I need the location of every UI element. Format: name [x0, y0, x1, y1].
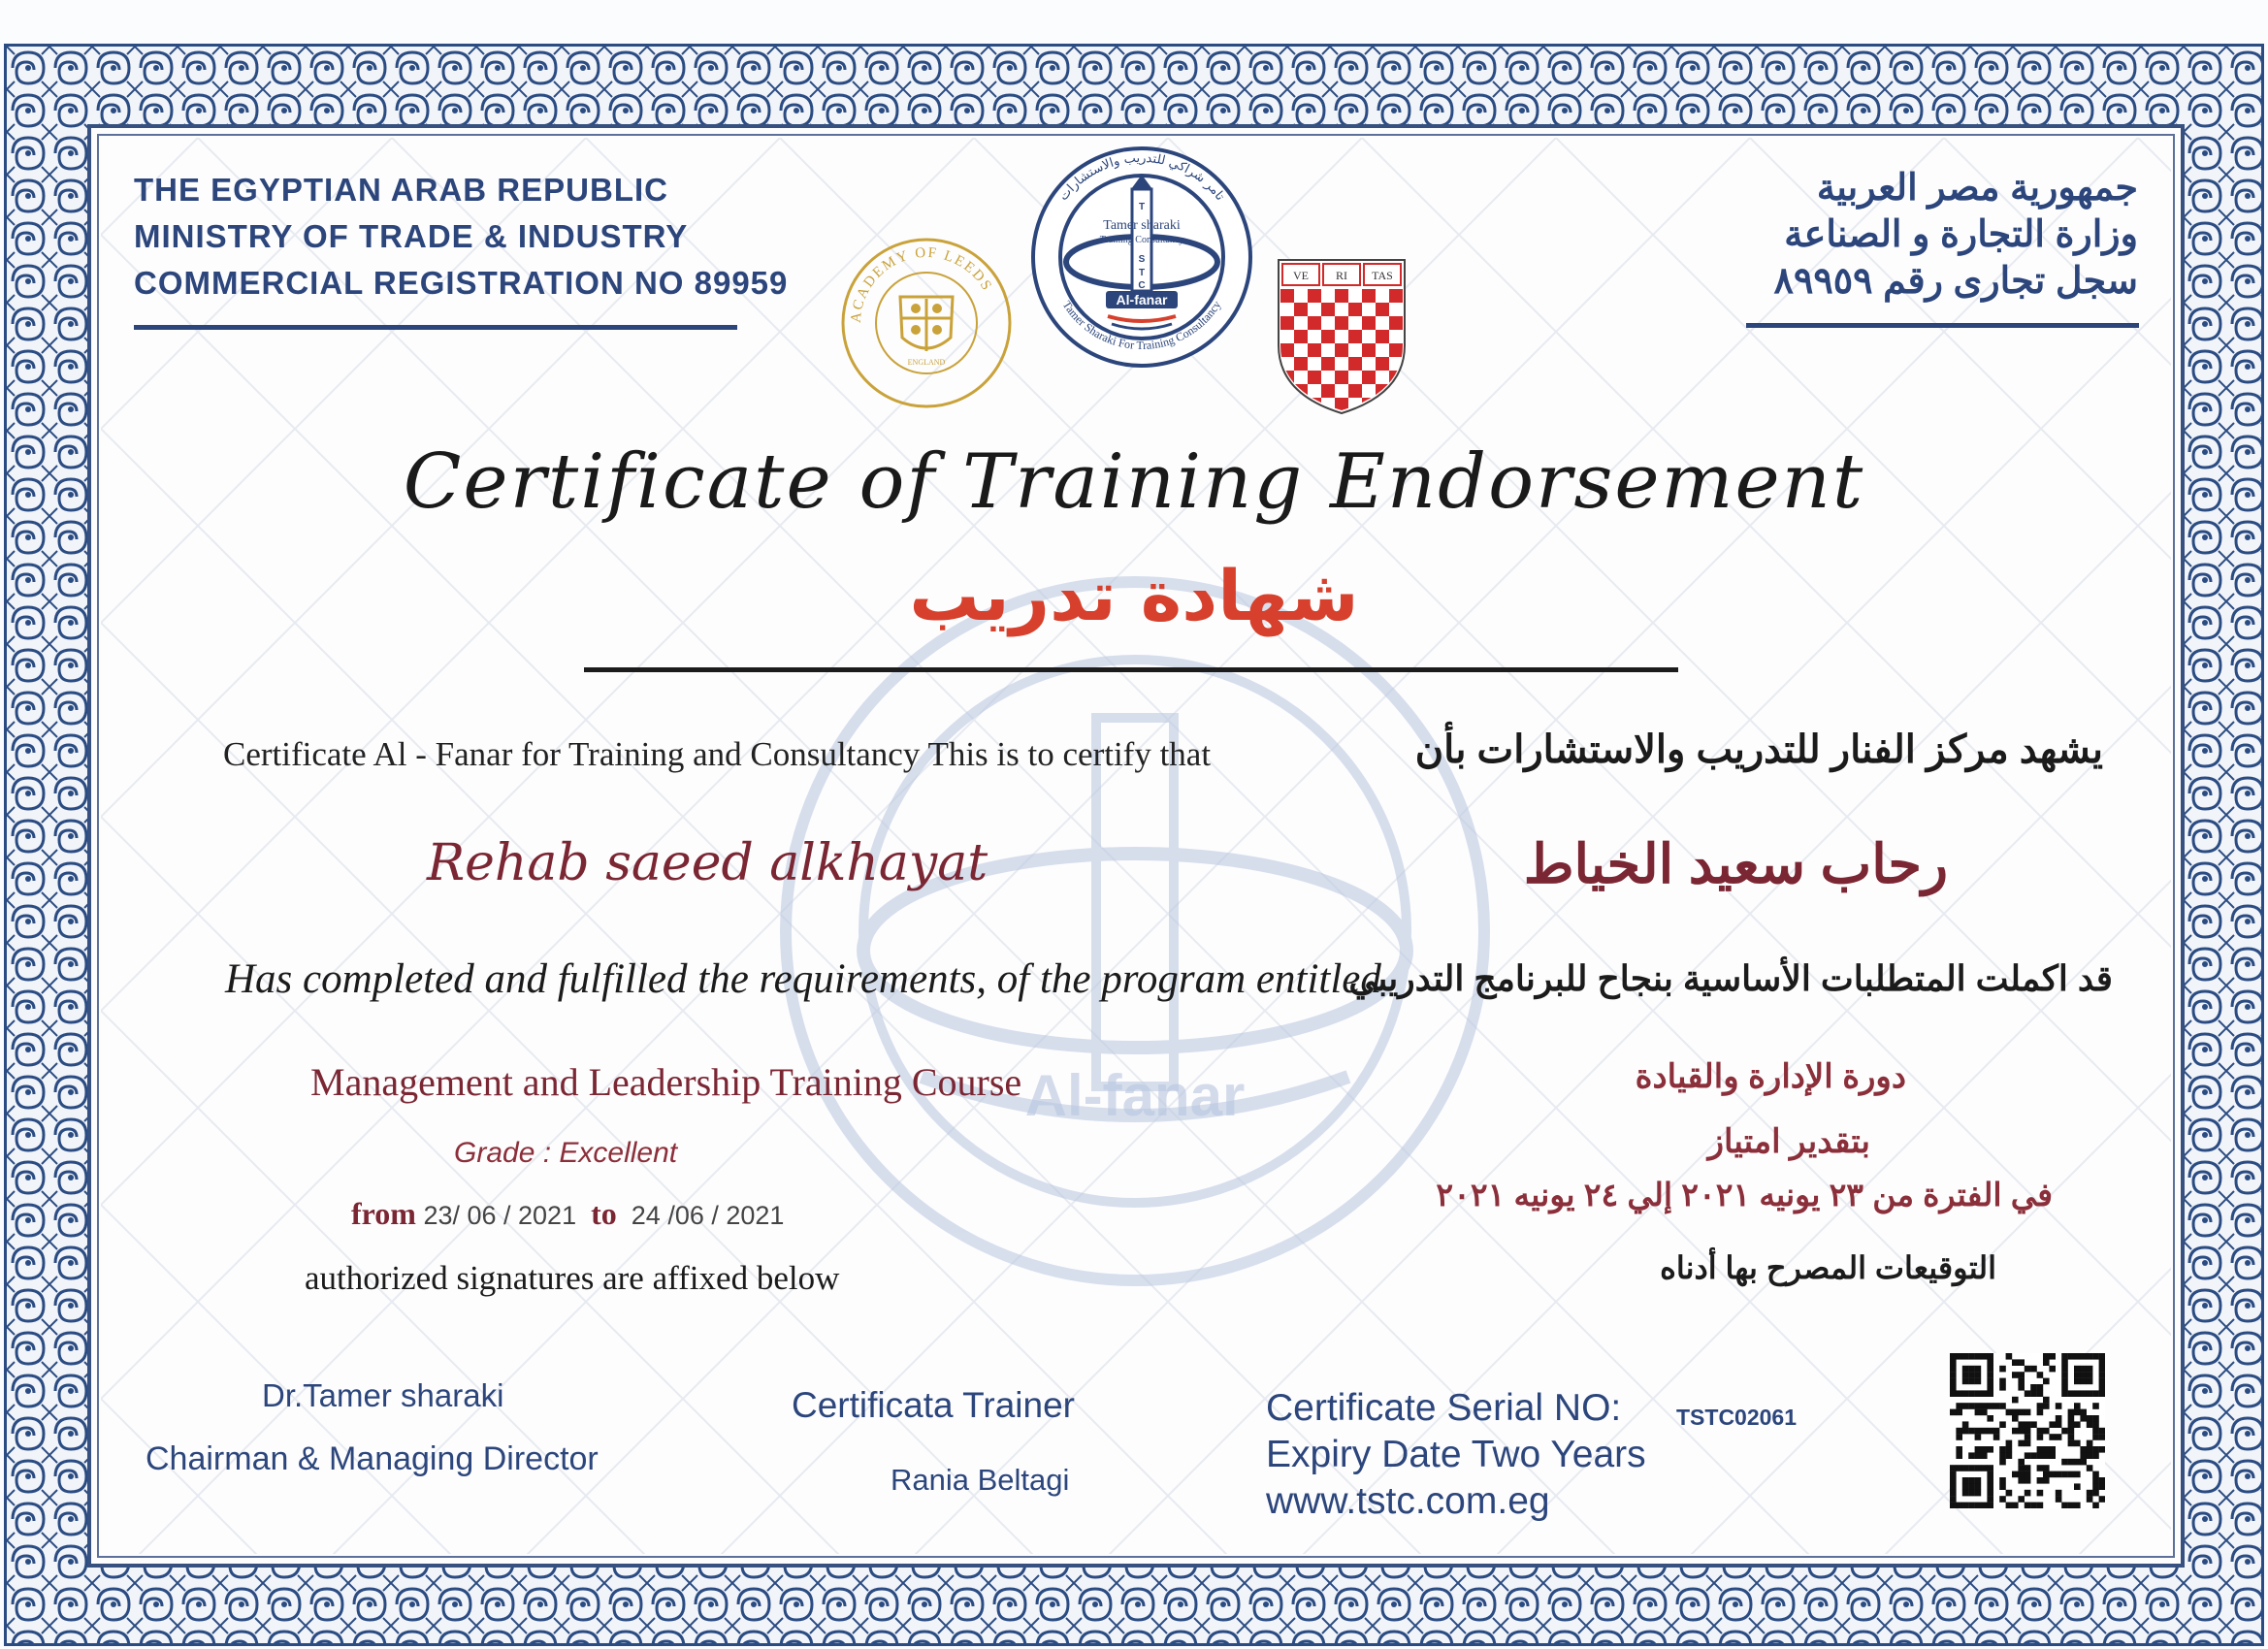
director-name: Dr.Tamer sharaki	[262, 1377, 504, 1413]
date-range-en	[351, 1196, 784, 1232]
completion-statement-ar: قد اكملت المتطلبات الأساسية بنجاح للبرنامج التدريبي	[1348, 958, 2113, 998]
from-label: from	[351, 1196, 416, 1231]
serial-label: Certificate Serial NO:	[1266, 1387, 1622, 1429]
alfanar-seal-icon	[1030, 146, 1253, 369]
alfanar-inner-sub: Training Consultancy	[1099, 235, 1184, 245]
header-ar-line-2: وزارة التجارة و الصناعة	[1784, 214, 2138, 255]
veritas-ve: VE	[1293, 269, 1309, 282]
date-range-ar: في الفترة من ٢٣ يونيه ٢٠٢١ إلي ٢٤ يونيه ٢٠٢١	[1436, 1177, 2053, 1212]
certificate-title-ar: شهادة تدريب	[909, 555, 1359, 636]
veritas-tas: TAS	[1372, 269, 1393, 282]
director-title: Chairman & Managing Director	[146, 1440, 599, 1477]
header-en-line-2: MINISTRY OF TRADE & INDUSTRY	[134, 218, 689, 254]
authorized-signatures-ar: التوقيعات المصرح بها أدناه	[1660, 1250, 1996, 1285]
intro-en: Certificate Al - Fanar for Training and Consultancy This is to certify that	[223, 735, 1212, 773]
header-en-line-3: COMMERCIAL REGISTRATION NO 89959	[134, 265, 789, 301]
watermark-seal-icon	[776, 572, 1494, 1290]
grade-en: Grade : Excellent	[454, 1137, 678, 1169]
header-ar-underline	[1746, 323, 2139, 328]
veritas-ri: RI	[1336, 269, 1347, 282]
alfanar-brand: Al-fanar	[1116, 292, 1168, 307]
grade-ar: بتقدير امتياز	[1707, 1123, 1870, 1160]
title-divider	[584, 667, 1678, 672]
alfanar-letter-c: C	[1138, 280, 1146, 291]
alfanar-letter-t2: T	[1138, 268, 1146, 278]
header-ar-line-1: جمهورية مصر العربية	[1816, 168, 2138, 209]
certificate-title-en: Certificate of Training Endorsement	[403, 438, 1865, 526]
svg-text:Al-fanar: Al-fanar	[1024, 1063, 1246, 1128]
to-label: to	[591, 1196, 617, 1231]
intro-ar: يشهد مركز الفنار للتدريب والاستشارات بأن	[1414, 728, 2103, 771]
svg-text:ACADEMY OF LEEDS	[849, 245, 995, 324]
recipient-name-en: Rehab saeed alkhayat	[427, 834, 988, 892]
header-arabic	[1774, 165, 2138, 305]
veritas-shield-icon	[1277, 258, 1407, 415]
alfanar-inner-name: Tamer sharaki	[1103, 218, 1181, 233]
completion-statement-en: Has completed and fulfilled the requirements, of the program entitled	[225, 956, 1381, 1002]
trainer-name: Rania Beltagi	[891, 1463, 1070, 1497]
alfanar-letter-t1: T	[1138, 202, 1146, 212]
leeds-ring-text: ACADEMY OF LEEDS	[848, 244, 995, 324]
recipient-name-ar: رحاب سعيد الخياط	[1523, 833, 1948, 894]
leeds-country: ENGLAND	[907, 358, 946, 367]
qr-code-icon[interactable]	[1950, 1353, 2105, 1508]
trainer-label: Certificata Trainer	[792, 1385, 1075, 1425]
alfanar-letter-s: S	[1138, 254, 1146, 265]
course-title-en: Management and Leadership Training Course	[310, 1060, 1022, 1104]
serial-number: TSTC02061	[1676, 1405, 1798, 1430]
alfanar-ring-en: Tamer Sharaki For Training Consultancy	[1059, 298, 1224, 353]
header-ar-line-3: سجل تجارى رقم ٨٩٩٥٩	[1773, 261, 2138, 302]
website-link[interactable]: www.tstc.com.eg	[1266, 1480, 1550, 1522]
header-en-underline	[134, 325, 737, 330]
leeds-seal-icon	[840, 237, 1013, 409]
from-date: 23/ 06 / 2021	[423, 1201, 577, 1230]
course-title-ar: دورة الإدارة والقيادة	[1635, 1058, 1906, 1095]
authorized-signatures-en: authorized signatures are affixed below	[305, 1259, 840, 1297]
alfanar-ring-ar: تامر شراكي للتدريب والاستشارات	[1056, 150, 1228, 204]
expiry-text: Expiry Date Two Years	[1266, 1434, 1646, 1475]
to-date: 24 /06 / 2021	[631, 1201, 785, 1230]
serial-block	[1266, 1385, 1646, 1525]
header-english	[134, 167, 788, 307]
header-en-line-1: THE EGYPTIAN ARAB REPUBLIC	[134, 172, 668, 208]
